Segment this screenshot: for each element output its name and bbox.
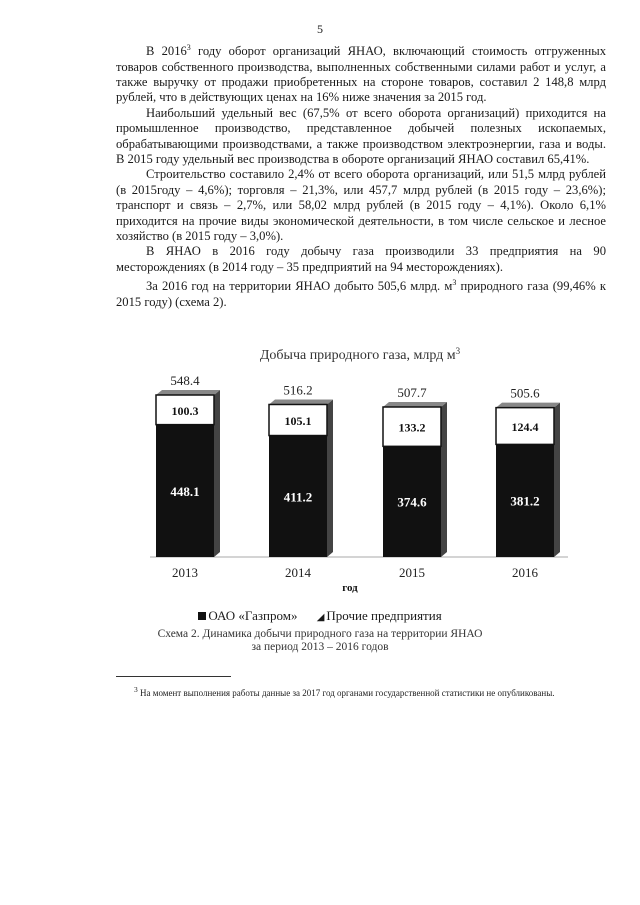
caption-line-2: за период 2013 – 2016 годов [251,641,389,653]
label-gazprom-2016: 381.2 [510,493,540,509]
label-total-2013: 548.4 [170,373,200,388]
figure-caption [0,628,640,654]
footnote: $^3$ На момент выполнения работы данные за 2017 год органами государственной статистики не опубликованы. [134,685,555,698]
label-total-2016: 505.6 [510,385,540,401]
tick-label-2016: 2016 [512,565,538,580]
label-gazprom-2013: 448.1 [170,483,200,499]
legend-swatch-gazprom [198,612,206,620]
bar-side-2015 [441,402,447,557]
body-text [116,40,606,310]
footnote-ref: 3 [186,43,191,52]
label-total-2014: 516.2 [283,382,313,398]
paragraph-4: В ЯНАО в 2016 году добычу газа производили 33 предприятия на 90 месторождениях (в 2014 году – 35 предприятий на 94 месторождениях). [116,244,606,274]
bar-side-2016 [554,403,560,557]
footnote-rule [116,676,231,677]
bar-top-2016 [496,403,560,408]
paragraph-1: В 2016$^3$ году оборот организаций ЯНАО, включающий стоимость отгруженных товаров собственного производства, выполненных собственными силами работ и услуг, а также выручку от продажи приобретенных на стороне товаров, составил 2 148,8 млрд рублей, что в действующих ценах на 16% ниже значения за 2015 год. [116,43,606,105]
caption-line-1: Схема 2. Динамика добычи природного газа на территории ЯНАО [157,628,483,640]
legend-marker-others: ◢ [316,612,325,623]
chart-title: Добыча природного газа, млрд $м^3$ [259,346,461,363]
label-others-2016: 124.4 [511,420,539,435]
page-number: 5 [317,22,323,36]
tick-label-2015: 2015 [399,565,425,580]
tick-label-2014: 2014 [285,565,311,580]
paragraph-3: Строительство составило 2,4% от всего оборота организаций, или 51,5 млрд рублей (в 2015году – 4,6%); торговля – 21,3%, или 457,7 млрд рублей (в 2015 году – 23,6%); транспорт и связь – 2,7%, или 58,02 млрд рублей (в 2015 году – 4,1%). Около 6,1% приходится на прочие виды экономической деятельности, в том числе сельское и лесное хозяйство (в 2015 году – 3,0%). [116,167,606,244]
label-gazprom-2015: 374.6 [397,494,427,510]
label-others-2013: 100.3 [171,403,199,418]
bar-side-2014 [327,399,333,557]
legend-gazprom: ОАО «Газпром» [208,608,298,623]
label-others-2014: 105.1 [284,414,312,429]
chart-legend [0,608,640,624]
label-total-2015: 507.7 [397,384,427,400]
label-gazprom-2014: 411.2 [283,489,313,505]
legend-others: Прочие предприятия [326,608,442,623]
paragraph-2: Наибольший удельный вес (67,5% от всего оборота организаций) приходится на промышленное производство, представленное добычей полезных ископаемых, обрабатывающими производствами, а также производством электроэнергии, газа и воды. В 2015 году удельный вес производства в обороте организаций ЯНАО составил 65,41%. [116,105,606,167]
bar-top-2014 [269,399,333,404]
gas-production-chart [150,335,570,595]
label-others-2015: 133.2 [398,420,426,435]
bar-top-2013 [156,390,220,395]
bar-side-2013 [214,390,220,557]
x-axis-label: год [342,582,358,594]
tick-label-2013: 2013 [172,565,198,580]
paragraph-5: За 2016 год на территории ЯНАО добыто 505,6 млрд. $м^3$ природного газа (99,46% к 2015 году) (схема 2). [116,278,606,309]
